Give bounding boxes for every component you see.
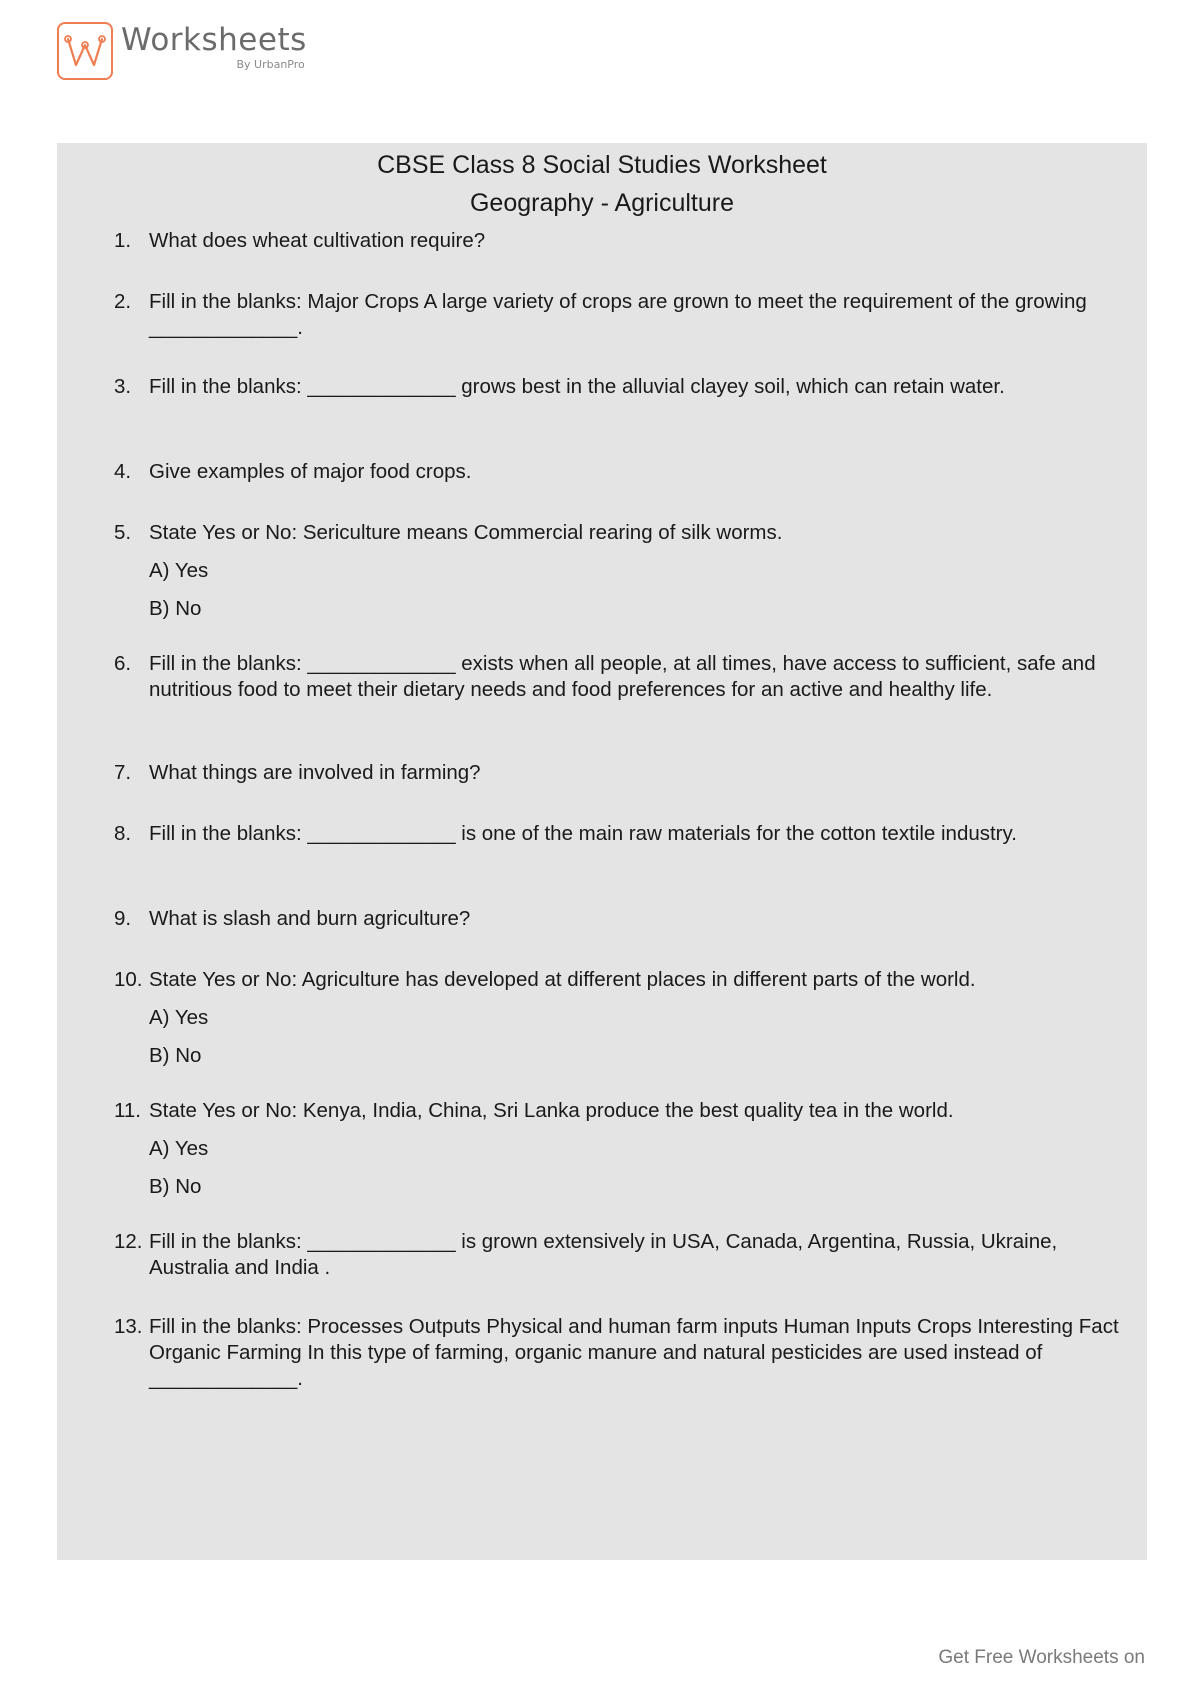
brand-logo	[57, 22, 307, 80]
question-number: 10.	[114, 968, 143, 991]
question-text: Fill in the blanks: _____________ is grown extensively in USA, Canada, Argentina, Russia, Ukraine, Australia and India .	[149, 1230, 1058, 1279]
question-text: Fill in the blanks: Processes Outputs Physical and human farm inputs Human Inputs Crops Interesting Fact Organic Farming In this type of farming, organic manure and natural pesticides are used instead of _____________.	[149, 1315, 1119, 1390]
question-item	[114, 821, 1134, 847]
question-item	[114, 520, 1134, 546]
question-number: 13.	[114, 1315, 143, 1338]
footer-text: Get Free Worksheets on	[938, 1647, 1145, 1668]
w-logo-icon	[57, 22, 113, 80]
worksheet-subtitle: Geography - Agriculture	[469, 189, 735, 217]
worksheet-title: CBSE Class 8 Social Studies Worksheet	[377, 151, 827, 179]
question-text: State Yes or No: Kenya, India, China, Sri Lanka produce the best quality tea in the world.	[149, 1099, 954, 1122]
question-number: 11.	[114, 1099, 141, 1122]
question-item	[114, 651, 1134, 703]
question-number: 5.	[114, 521, 132, 544]
question-text: Fill in the blanks: _____________ exists when all people, at all times, have access to sufficient, safe and nutritious food to meet their dietary needs and food preferences for an active and healthy life.	[149, 652, 1096, 701]
question-text: Fill in the blanks: _____________ grows best in the alluvial clayey soil, which can retain water.	[149, 375, 1005, 398]
question-number: 7.	[114, 761, 132, 784]
question-number: 4.	[114, 460, 132, 483]
question-item	[114, 459, 1134, 485]
question-item	[114, 374, 1134, 400]
question-item	[114, 1098, 1134, 1124]
question-item	[114, 760, 1134, 786]
worksheet-panel	[57, 143, 1147, 1560]
question-text: State Yes or No: Sericulture means Commercial rearing of silk worms.	[149, 521, 783, 544]
question-number: 8.	[114, 822, 132, 845]
question-number: 3.	[114, 375, 132, 398]
worksheet-header	[57, 143, 1147, 222]
question-item	[114, 967, 1134, 993]
question-text: What does wheat cultivation require?	[149, 229, 486, 252]
question-number: 2.	[114, 290, 132, 313]
answer-option: A) Yes	[149, 559, 209, 582]
question-number: 12.	[114, 1230, 143, 1253]
question-number: 6.	[114, 652, 132, 675]
question-item	[114, 1229, 1134, 1281]
answer-option: B) No	[149, 1044, 202, 1067]
question-text: What things are involved in farming?	[149, 761, 481, 784]
brand-name: Worksheets	[121, 22, 307, 58]
answer-option: B) No	[149, 597, 202, 620]
question-number: 1.	[114, 229, 132, 252]
brand-byline: By UrbanPro	[236, 58, 305, 71]
question-item	[114, 1314, 1134, 1392]
question-number: 9.	[114, 907, 132, 930]
question-text: Fill in the blanks: Major Crops A large variety of crops are grown to meet the requirement of the growing _____________.	[149, 290, 1087, 339]
answer-option: A) Yes	[149, 1137, 209, 1160]
question-text: State Yes or No: Agriculture has developed at different places in different parts of the world.	[149, 968, 976, 991]
question-text: Give examples of major food crops.	[149, 460, 472, 483]
question-text: What is slash and burn agriculture?	[149, 907, 471, 930]
question-item	[114, 289, 1134, 341]
question-item	[114, 228, 1134, 254]
question-text: Fill in the blanks: _____________ is one of the main raw materials for the cotton textile industry.	[149, 822, 1017, 845]
answer-option: A) Yes	[149, 1006, 209, 1029]
question-item	[114, 906, 1134, 932]
answer-option: B) No	[149, 1175, 202, 1198]
